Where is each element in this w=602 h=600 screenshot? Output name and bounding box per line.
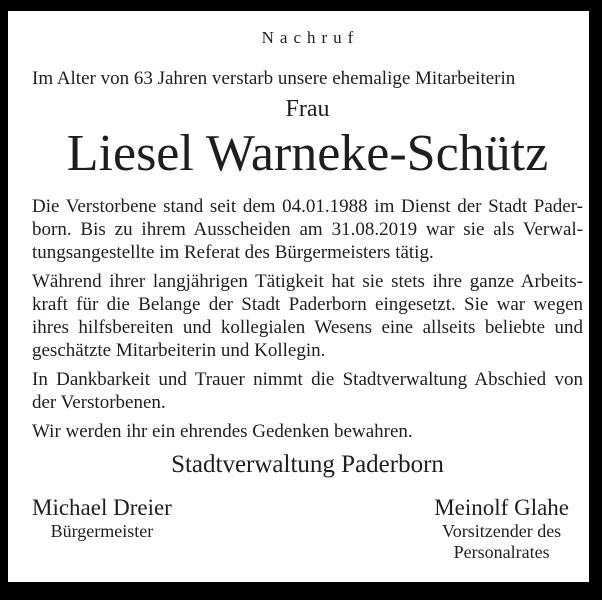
paragraph-line: der Verstorbenen. [32, 392, 166, 413]
paragraph-line: tungsangestellte im Referat des Bürgermeisters tätig. [32, 242, 434, 263]
signature-title: Bürgermeister [50, 521, 154, 541]
signature-title: Personalrates [453, 542, 550, 562]
paragraph-line: Die Verstorbene stand seit dem 04.01.1988 im Dienst der Stadt Pader- [32, 196, 583, 217]
signature-block [32, 495, 172, 563]
notice-heading: Nachruf [261, 28, 360, 47]
paragraph [32, 420, 583, 443]
salutation: Frau [285, 96, 330, 122]
paragraph-line: Wir werden ihr ein ehrendes Gedenken bewahren. [32, 421, 413, 442]
organization-name: Stadtverwaltung Paderborn [171, 451, 444, 478]
intro-line: Im Alter von 63 Jahren verstarb unsere ehemalige Mitarbeiterin [32, 68, 516, 89]
paragraph [32, 195, 583, 264]
paragraph [32, 270, 583, 362]
paragraph-line: ihres hilfsbereiten und kollegialen Wesens eine allseits beliebte und [32, 317, 583, 338]
paragraph-line: In Dankbarkeit und Trauer nimmt die Stadtverwaltung Abschied von [32, 369, 583, 390]
paragraph [32, 368, 583, 414]
signature-row [32, 495, 583, 563]
paragraphs [32, 195, 583, 443]
signature-block [434, 495, 569, 563]
paragraph-line: geschätzte Mitarbeiterin und Kollegin. [32, 340, 326, 361]
deceased-name: Liesel Warneke-Schütz [66, 125, 549, 182]
paragraph-line: kraft für die Belange der Stadt Paderborn eingesetzt. Sie war wegen [32, 294, 583, 315]
paragraph-line: born. Bis zu ihrem Ausscheiden am 31.08.2019 war sie als Verwal- [32, 219, 583, 240]
signature-name: Michael Dreier [32, 495, 172, 520]
signature-name: Meinolf Glahe [434, 495, 569, 520]
obituary-card [8, 11, 589, 582]
signature-title: Vorsitzender des [442, 521, 562, 541]
paragraph-line: Während ihrer langjährigen Tätigkeit hat sie stets ihre ganze Arbeits- [32, 271, 583, 292]
